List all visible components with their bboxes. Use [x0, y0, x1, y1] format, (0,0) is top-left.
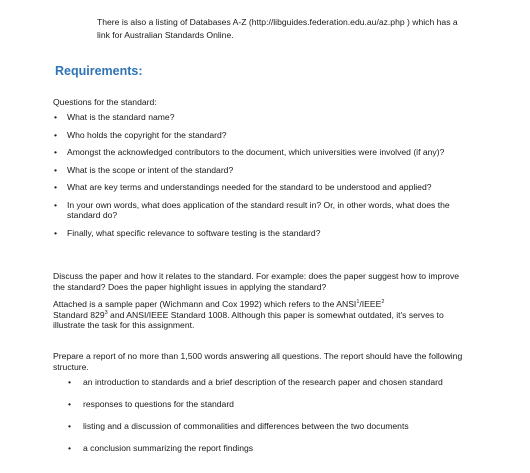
sample-paper-text-1: Attached is a sample paper (Wichmann and Cox 1992) which refers to the ANSI — [53, 299, 357, 309]
question-text: What are key terms and understandings needed for the standard to be understood and applied? — [67, 182, 432, 192]
bullet-icon: • — [54, 182, 58, 192]
questions-list — [53, 112, 473, 245]
sample-paper-text-3: Standard 829 — [53, 309, 105, 320]
list-item — [67, 377, 507, 399]
report-structure-list — [67, 377, 507, 465]
questions-title: Questions for the standard: — [53, 97, 157, 107]
bullet-icon: • — [54, 227, 58, 238]
requirements-heading: Requirements: — [55, 64, 143, 78]
report-paragraph: Prepare a report of no more than 1,500 words answering all questions. The report should have the following structure. — [53, 351, 463, 372]
databases-note — [97, 16, 517, 42]
databases-note-line-2: link for Australian Standards Online. — [97, 30, 234, 40]
list-item — [67, 421, 507, 443]
report-item-text: a conclusion summarizing the report findings — [83, 443, 254, 453]
bullet-icon: • — [68, 377, 72, 387]
list-item — [53, 147, 473, 158]
report-item-text: an introduction to standards and a brief description of the research paper and chosen standard — [83, 377, 443, 387]
bullet-icon: • — [68, 443, 72, 453]
list-item — [53, 130, 473, 141]
footnote-marker: 3 — [104, 309, 108, 316]
bullet-icon: • — [54, 112, 58, 122]
list-item — [67, 443, 507, 465]
bullet-icon: • — [68, 421, 72, 431]
question-text: In your own words, what does application of the standard result in? Or, in other words, what does the standard do? — [67, 199, 450, 220]
report-item-text: listing and a discussion of commonalities and differences between the two documents — [83, 421, 409, 431]
question-text: Amongst the acknowledged contributors to the document, which universities were involved (if any)? — [67, 147, 445, 157]
question-text: What is the standard name? — [67, 112, 175, 122]
question-text: What is the scope or intent of the standard? — [67, 164, 234, 175]
sample-paper-text-4: and ANSI/IEEE Standard 1008. Although this paper is somewhat outdated, it's serves to illustrate the task for this assignment. — [53, 309, 444, 330]
question-text: Who holds the copyright for the standard? — [67, 129, 227, 140]
list-item — [53, 182, 473, 193]
question-text: Finally, what specific relevance to software testing is the standard? — [67, 227, 321, 238]
bullet-icon: • — [54, 147, 58, 157]
list-item — [53, 112, 473, 123]
sample-paper-text-2: /IEEE — [359, 299, 382, 309]
bullet-icon: • — [54, 129, 58, 140]
sample-paper-paragraph — [53, 299, 463, 331]
databases-note-line-1: There is also a listing of Databases A-Z (http://libguides.federation.edu.au/az.php ) which has a — [97, 17, 458, 27]
list-item — [53, 165, 473, 176]
bullet-icon: • — [54, 164, 58, 175]
list-item — [53, 228, 473, 239]
footnote-marker: 1 — [356, 299, 360, 305]
list-item — [67, 399, 507, 421]
list-item — [53, 200, 473, 221]
footnote-marker: 2 — [381, 299, 385, 305]
bullet-icon: • — [68, 399, 72, 409]
report-item-text: responses to questions for the standard — [83, 399, 234, 409]
bullet-icon: • — [54, 199, 58, 210]
discussion-paragraph: Discuss the paper and how it relates to the standard. For example: does the paper suggest how to improve the standard? Does the paper highlight issues in applying the standard? — [53, 271, 460, 292]
